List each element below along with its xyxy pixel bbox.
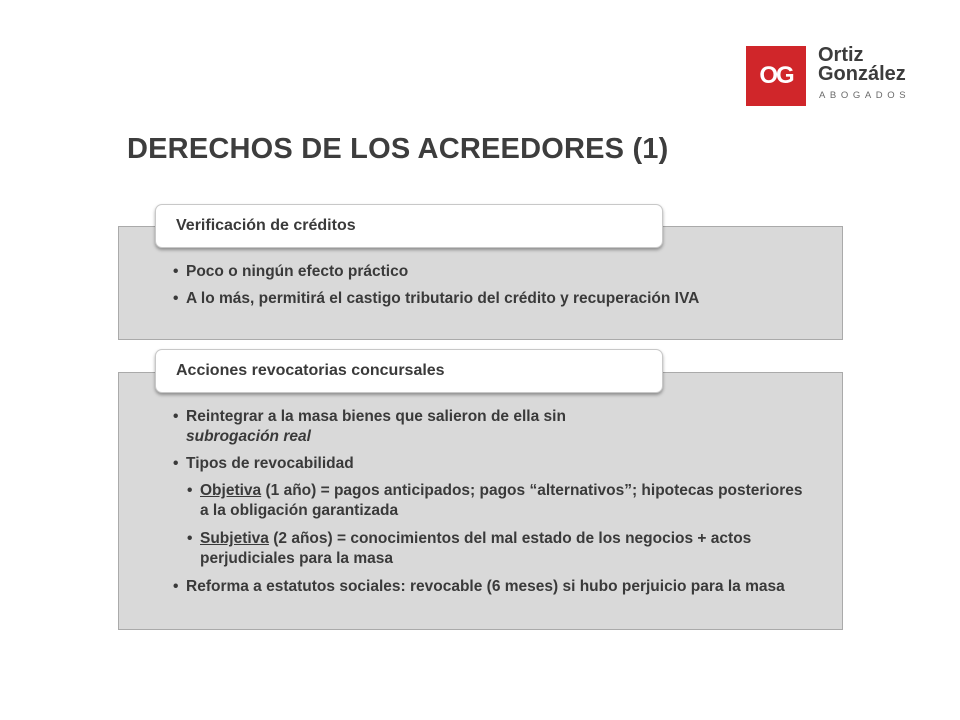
sub-list-item bbox=[187, 481, 813, 521]
list-item: • Tipos de revocabilidad bbox=[173, 454, 813, 474]
item-emphasis: subrogación real bbox=[186, 428, 311, 445]
list-item: • A lo más, permitirá el castigo tributario del crédito y recuperación IVA bbox=[173, 289, 813, 309]
logo-name-line2: González bbox=[818, 63, 906, 85]
logo-mark bbox=[746, 46, 806, 106]
list-item bbox=[173, 407, 813, 447]
section2-list bbox=[173, 407, 813, 604]
term-subjetiva: Subjetiva bbox=[200, 530, 269, 547]
logo-mark-text: OG bbox=[759, 62, 793, 89]
term-objetiva-text: (1 año) = pagos anticipados; pagos “alternativos”; hipotecas posteriores a la obligación garantizada bbox=[200, 482, 803, 519]
sub-list-item bbox=[187, 529, 813, 569]
section1-list bbox=[173, 262, 813, 316]
item-text: Reintegrar a la masa bienes que salieron de ella sin bbox=[186, 408, 566, 425]
section2-heading: Acciones revocatorias concursales bbox=[155, 349, 663, 393]
term-subjetiva-text: (2 años) = conocimientos del mal estado de los negocios + actos perjudiciales para la masa bbox=[200, 530, 752, 567]
list-item: • Poco o ningún efecto práctico bbox=[173, 262, 813, 282]
list-item: • Reforma a estatutos sociales: revocable (6 meses) si hubo perjuicio para la masa bbox=[173, 577, 813, 597]
company-logo bbox=[746, 46, 936, 106]
logo-subtitle: ABOGADOS bbox=[819, 90, 911, 101]
slide-title: DERECHOS DE LOS ACREEDORES (1) bbox=[127, 133, 669, 165]
section1-heading: Verificación de créditos bbox=[155, 204, 663, 248]
logo-name-line1: Ortiz bbox=[818, 44, 864, 66]
term-objetiva: Objetiva bbox=[200, 482, 262, 499]
logo-name bbox=[818, 46, 906, 84]
